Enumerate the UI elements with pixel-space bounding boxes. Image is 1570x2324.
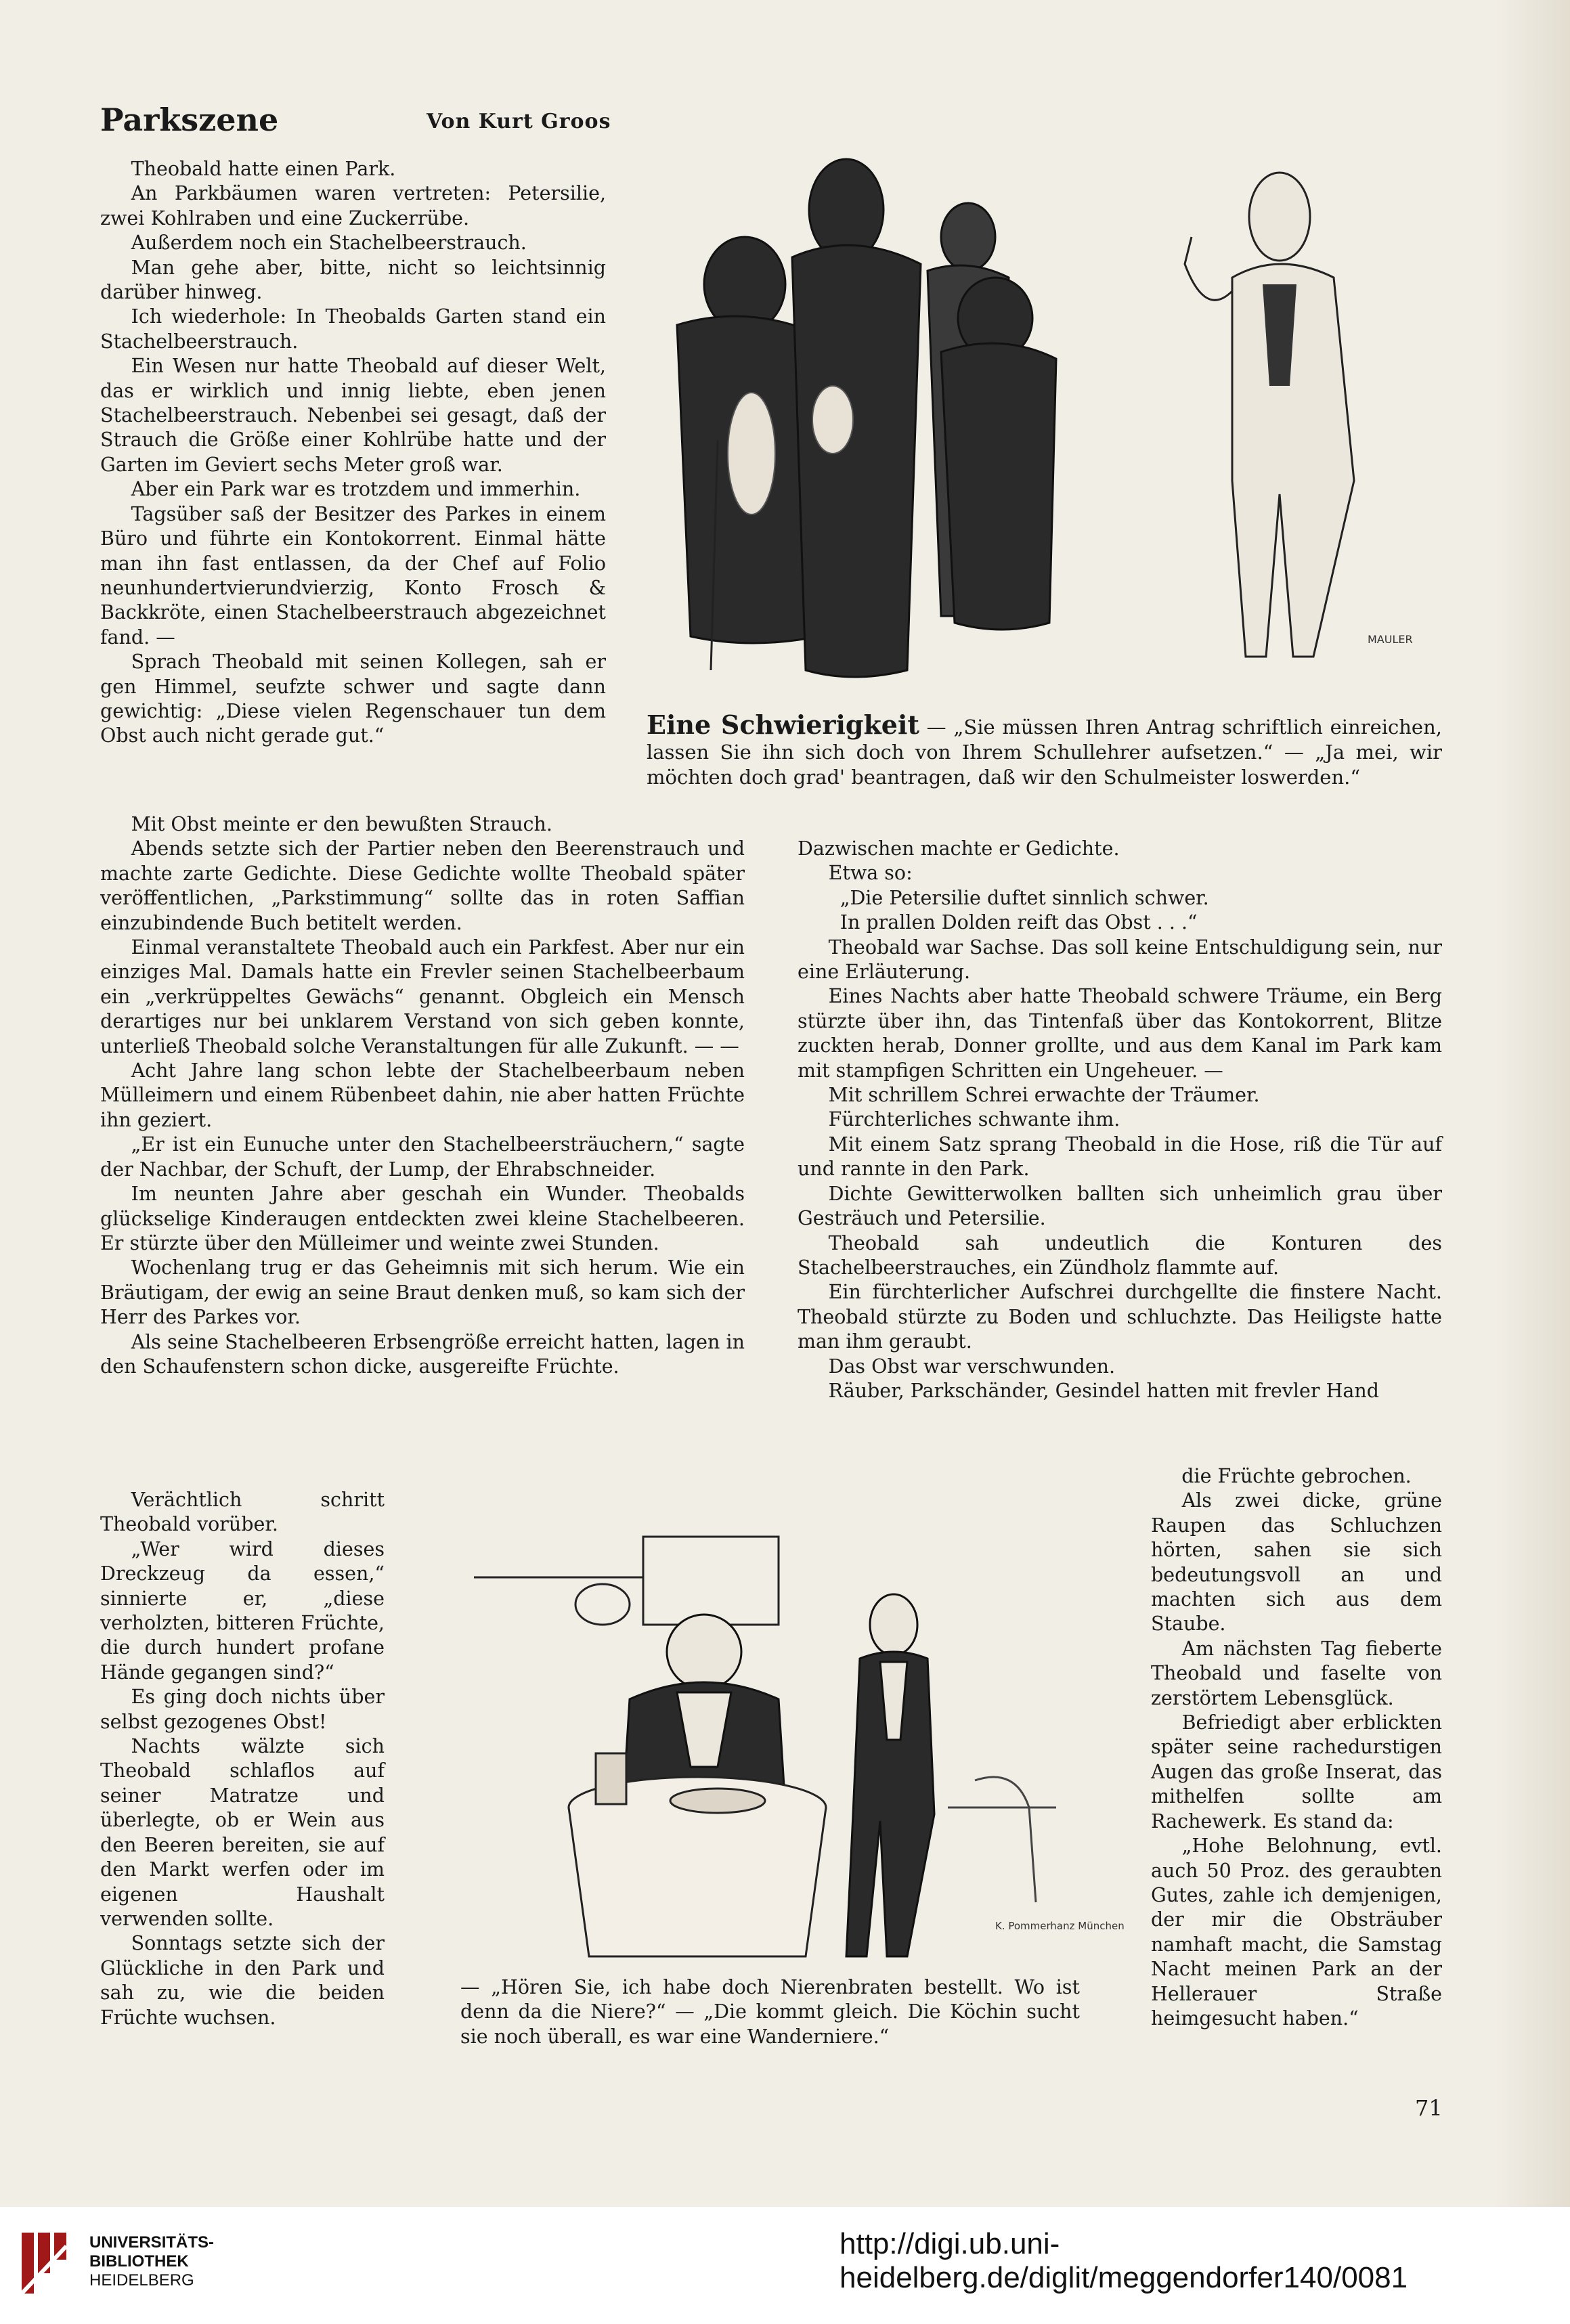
source-url-link[interactable]: http://digi.ub.uni-heidelberg.de/diglit/meggendorfer140/0081: [839, 2227, 1408, 2294]
paragraph: Acht Jahre lang schon lebte der Stachelbeerbaum neben Mülleimern und einem Rübenbeet dahin, nie aber hatten Früchte ihn geziert.: [100, 1059, 745, 1131]
library-logo-icon: [18, 2226, 74, 2300]
paragraph: Theobald hatte einen Park.: [131, 158, 396, 180]
paragraph: Ein fürchterlicher Aufschrei durchgellte die finstere Nacht. Theobald stürzte zu Boden und schluchzte. Das Heiligste hatte man ihm geraubt.: [798, 1281, 1442, 1353]
column-left-middle: [100, 812, 745, 1379]
paragraph: Eines Nachts aber hatte Theobald schwere Träume, ein Berg stürzte über ihn, das Tintenfaß über das Kontokorrent, Blitze zuckten herab, Donner grollte, und aus dem Kanal im Park kam mit stampfigen Schritten ein Ungeheuer. —: [798, 985, 1442, 1082]
paragraph: Am nächsten Tag fieberte Theobald und faselte von zerstörtem Lebensglück.: [1151, 1637, 1442, 1709]
paragraph: Dichte Gewitterwolken ballten sich unheimlich grau über Gesträuch und Petersilie.: [798, 1182, 1442, 1230]
caption-top-text: — „Sie müssen Ihren Antrag schriftlich einreichen, lassen Sie ihn sich doch von Ihrem Schullehrer aufsetzen.“ — „Ja mei, wir möchten doch grad' beantragen, daß wir den Schulmeister loswerden.“: [647, 716, 1442, 789]
caption-bottom: [460, 1975, 1080, 2049]
paragraph: Etwa so:: [828, 862, 913, 885]
illustration-signature-bottom: K. Pommerhanz München: [995, 1920, 1125, 1932]
paragraph: Einmal veranstaltete Theobald auch ein Parkfest. Aber nur ein einziges Mal. Damals hatte ein Frevler seinen Stachelbeerbaum ein „verkrüppeltes Gewächs“ genannt. Obgleich ein Mensch derartiges nur bei unklarem Verstand von sich geben konnte, unterließ Theobald solche Veranstaltungen für alle Zukunft. — —: [100, 936, 745, 1057]
paragraph: Mit Obst meinte er den bewußten Strauch.: [131, 813, 552, 835]
page-number: 71: [1415, 2095, 1443, 2121]
institution-line3: HEIDELBERG: [89, 2271, 194, 2289]
paragraph: die Früchte gebrochen.: [1181, 1465, 1412, 1487]
institution-line2: BIBLIOTHEK: [89, 2252, 189, 2271]
illustration-men-with-hats: [650, 102, 1442, 697]
paragraph: Sprach Theobald mit seinen Kollegen, sah er gen Himmel, seufzte schwer und sagte dann gewichtig: „Diese vielen Regenschauer tun dem Obst auch nicht gerade gut.“: [100, 651, 606, 747]
caption-top: [647, 709, 1442, 790]
illustration-restaurant-scene: [474, 1523, 1125, 1963]
paragraph: Man gehe aber, bitte, nicht so leichtsinnig darüber hinweg.: [100, 256, 606, 304]
paragraph: Ein Wesen nur hatte Theobald auf dieser Welt, das er wirklich und innig liebte, eben jenen Stachelbeerstrauch. Nebenbei sei gesagt, daß der Strauch die Größe einer Kohlrübe hatte und der Garten im Geviert sechs Meter groß war.: [100, 355, 606, 476]
paragraph: Nachts wälzte sich Theobald schlaflos auf seiner Matratze und überlegte, ob er Wein aus den Beeren bereiten, sie auf den Markt werfen oder im eigenen Haushalt verwenden sollte.: [100, 1735, 385, 1930]
paragraph: Dazwischen machte er Gedichte.: [798, 837, 1120, 860]
paragraph: Aber ein Park war es trotzdem und immerhin.: [131, 478, 581, 501]
paragraph: Im neunten Jahre aber geschah ein Wunder. Theobalds glückselige Kinderaugen entdeckten zwei kleine Stachelbeeren. Er stürzte über den Mülleimer und weinte zwei Stunden.: [100, 1183, 745, 1254]
illustration-signature-top: MAULER: [1368, 633, 1413, 646]
paragraph: Theobald war Sachse. Das soll keine Entschuldigung sein, nur eine Erläuterung.: [798, 936, 1442, 984]
caption-top-title: Eine Schwierigkeit: [647, 709, 919, 740]
paragraph: Als zwei dicke, grüne Raupen das Schluchzen hörten, sahen sie sich bedeutungsvoll an und machten sich aus dem Staube.: [1151, 1489, 1442, 1636]
column-right-top: [798, 837, 1442, 1403]
column-left-bottom: [100, 1488, 385, 2030]
paragraph: In prallen Dolden reift das Obst . . .“: [839, 911, 1198, 934]
paragraph: Verächtlich schritt Theobald vorüber.: [100, 1489, 385, 1536]
paragraph: Theobald sah undeutlich die Konturen des Stachelbeerstrauches, ein Zündholz flammte auf.: [798, 1231, 1442, 1279]
caption-bottom-text: — „Hören Sie, ich habe doch Nierenbraten bestellt. Wo ist denn da die Niere?“ — „Die kommt gleich. Die Köchin sucht sie noch überall, es war eine Wanderniere.“: [460, 1976, 1080, 2048]
paragraph: Befriedigt aber erblickten später seine rachedurstigen Augen das große Inserat, das mithelfen sollte am Rachewerk. Es stand da:: [1151, 1711, 1442, 1833]
column-left-top: [100, 157, 606, 749]
paragraph: Tagsüber saß der Besitzer des Parkes in einem Büro und führte ein Kontokorrent. Einmal hätte man ihn fast entlassen, da der Chef auf Folio neunhundertvierundvierzig, Konto Frosch & Backkröte, einen Stachelbeerstrauch abgezeichnet fand. —: [100, 502, 606, 649]
article-title: Parkszene: [100, 102, 279, 138]
paragraph: Räuber, Parkschänder, Gesindel hatten mit frevler Hand: [828, 1379, 1380, 1402]
paragraph: „Er ist ein Eunuche unter den Stachelbeersträuchern,“ sagte der Nachbar, der Schuft, der Lump, der Ehrabschneider.: [100, 1133, 745, 1181]
paragraph: Abends setzte sich der Partier neben den Beerenstrauch und machte zarte Gedichte. Diese Gedichte wollte Theobald später veröffentlichen, „Parkstimmung“ sollte das in roten Saffian einzubindende Buch betitelt werden.: [100, 837, 745, 934]
paragraph: „Wer wird dieses Dreckzeug da essen,“ sinnierte er, „diese verholzten, bitteren Früchte, die durch hundert profane Hände gegangen sind?“: [100, 1537, 385, 1684]
paragraph: „Die Petersilie duftet sinnlich schwer.: [839, 886, 1209, 909]
paragraph: Sonntags setzte sich der Glückliche in den Park und sah zu, wie die beiden Früchte wuchsen.: [100, 1932, 385, 2029]
paragraph: Fürchterliches schwante ihm.: [828, 1108, 1120, 1131]
institution-line1: UNIVERSITÄTS-: [89, 2233, 215, 2252]
paragraph: Das Obst war verschwunden.: [828, 1355, 1116, 1378]
paragraph: Außerdem noch ein Stachelbeerstrauch.: [131, 232, 527, 255]
paragraph: Es ging doch nichts über selbst gezogenes Obst!: [100, 1686, 385, 1733]
column-right-bottom: [1151, 1464, 1442, 2031]
paragraph: Als seine Stachelbeeren Erbsengröße erreicht hatten, lagen in den Schaufenstern schon dicke, ausgereifte Früchte.: [100, 1330, 745, 1378]
article-author: Von Kurt Groos: [427, 110, 611, 133]
paragraph: Ich wiederhole: In Theobalds Garten stand ein Stachelbeerstrauch.: [100, 305, 606, 353]
paragraph: An Parkbäumen waren vertreten: Petersilie, zwei Kohlraben und eine Zuckerrübe.: [100, 182, 606, 229]
paragraph: Mit einem Satz sprang Theobald in die Hose, riß die Tür auf und rannte in den Park.: [798, 1133, 1442, 1181]
paragraph: Wochenlang trug er das Geheimnis mit sich herum. Wie ein Bräutigam, der ewig an seine Braut denken muß, so kam sich der Herr des Parkes vor.: [100, 1256, 745, 1329]
page-edge: [1496, 0, 1570, 2207]
paragraph: „Hohe Belohnung, evtl. auch 50 Proz. des geraubten Gutes, zahle ich demjenigen, der mir die Obsträuber namhaft macht, die Samstag Nacht meinen Park an der Hellerauer Straße heimgesucht haben.“: [1151, 1835, 1442, 2030]
paragraph: Mit schrillem Schrei erwachte der Träumer.: [828, 1084, 1260, 1107]
